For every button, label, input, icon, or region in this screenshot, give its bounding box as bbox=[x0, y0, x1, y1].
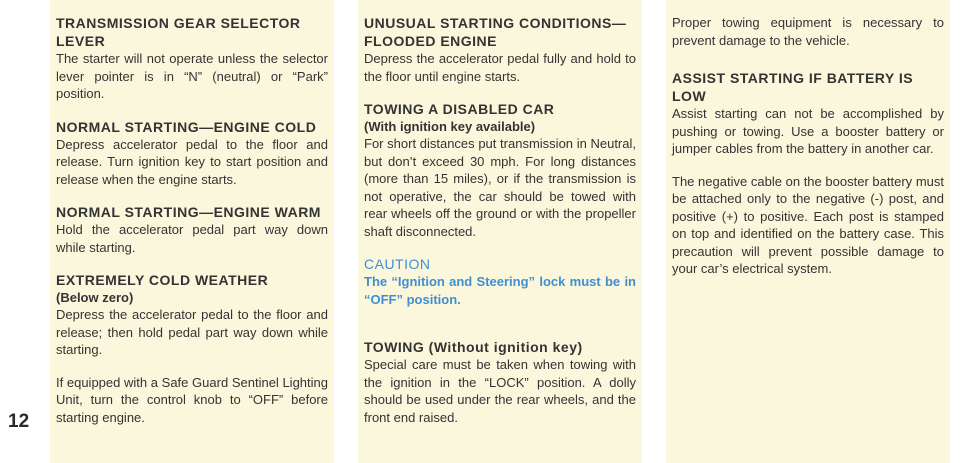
section-body: The negative cable on the booster battery must be attached only to the negative (-) post, and positive (+) to positive. Each post is stamped on top and identified on the battery case. This precaution will prevent possible damage to your car’s electrical system. bbox=[672, 173, 944, 276]
section-body: Proper towing equipment is necessary to prevent damage to the vehicle. bbox=[672, 15, 944, 48]
section-transmission-selector bbox=[56, 14, 328, 103]
section-heading: TOWING A DISABLED CAR bbox=[364, 101, 555, 117]
section-towing-no-key bbox=[364, 338, 636, 426]
section-subheading: (With ignition key available) bbox=[364, 119, 536, 134]
caution-heading: CAUTION bbox=[364, 256, 431, 272]
section-body: For short distances put transmission in Neutral, but don’t exceed 30 mph. For long distances (more than 15 miles), or if the transmission is not operative, the car should be towed with rear wheels off the ground or with the propeller shaft disconnected. bbox=[364, 136, 636, 239]
page-number: 12 bbox=[8, 411, 30, 432]
caution-body: The “Ignition and Steering” lock must be in “OFF” position. bbox=[364, 274, 636, 307]
section-heading: ASSIST STARTING IF BATTERY IS LOW bbox=[672, 70, 914, 104]
section-engine-warm bbox=[56, 203, 328, 256]
column-1 bbox=[50, 0, 334, 463]
section-towing-disabled bbox=[364, 100, 636, 240]
section-heading: NORMAL STARTING—ENGINE COLD bbox=[56, 118, 317, 135]
section-body: The starter will not operate unless the selector lever pointer is in “N” (neutral) or “Park” position. bbox=[56, 51, 328, 101]
section-body: Depress accelerator pedal to the floor and release. Turn ignition key to start position and release when the engine starts. bbox=[56, 136, 328, 187]
section-caution bbox=[364, 255, 636, 308]
section-towing-equipment bbox=[672, 14, 944, 49]
section-engine-cold bbox=[56, 118, 328, 189]
section-heading: TRANSMISSION GEAR SELECTOR LEVER bbox=[56, 15, 301, 49]
section-body: Hold the accelerator pedal part way down while starting. bbox=[56, 222, 328, 255]
section-cold-weather bbox=[56, 271, 328, 359]
section-sentinel-note bbox=[56, 374, 328, 427]
section-heading: EXTREMELY COLD WEATHER bbox=[56, 272, 269, 288]
section-flooded-engine bbox=[364, 14, 636, 85]
section-body: Depress the accelerator pedal fully and hold to the floor until engine starts. bbox=[364, 51, 636, 84]
section-heading: TOWING (Without ignition key) bbox=[364, 339, 583, 355]
section-subheading: (Below zero) bbox=[56, 290, 134, 305]
column-3 bbox=[666, 0, 950, 463]
section-body: Special care must be taken when towing with the ignition in the “LOCK” position. A dolly should be used under the rear wheels, and the front end raised. bbox=[364, 357, 636, 425]
section-booster-cable bbox=[672, 173, 944, 278]
section-heading: NORMAL STARTING—ENGINE WARM bbox=[56, 204, 321, 220]
section-assist-starting bbox=[672, 69, 944, 158]
section-heading: UNUSUAL STARTING CONDITIONS—FLOODED ENGINE bbox=[364, 15, 627, 49]
section-body: Depress the accelerator pedal to the floor and release; then hold pedal part way down while starting. bbox=[56, 307, 328, 357]
section-body: If equipped with a Safe Guard Sentinel Lighting Unit, turn the control knob to “OFF” before starting engine. bbox=[56, 374, 328, 425]
column-2 bbox=[358, 0, 642, 463]
section-body: Assist starting can not be accomplished by pushing or towing. Use a booster battery or jumper cables from the battery in another car. bbox=[672, 106, 944, 156]
